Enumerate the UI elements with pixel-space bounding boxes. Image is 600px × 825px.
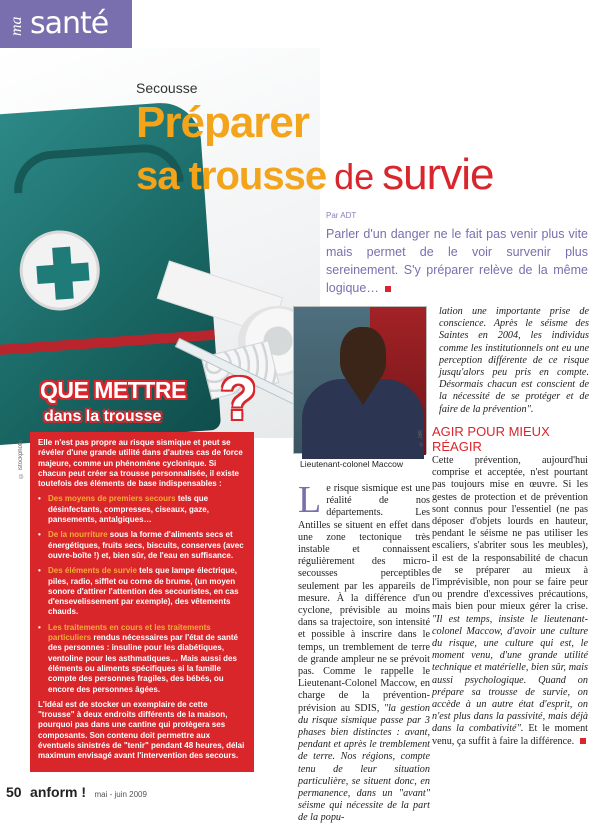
title-word-de: de [334,156,375,197]
photo-credit: © istockphoto [18,440,24,479]
body-column-3 [432,455,588,748]
sidebar-intro: Elle n'est pas propre au risque sismique et peut se révéler d'une grande utilité dans d'autres cas de force majeure, comme un phénomène cyclonique. Si chacun peut créer sa trousse personnalisée, il existe toutefois des éléments de base indispensables : [38,438,243,489]
end-mark [385,286,391,292]
list-item [38,566,246,617]
body-quote-3: "Il est temps, insiste le lieutenant-colonel Maccow, d'avoir une culture du risque, une culture qui est, le moment venu, d'une grande utilité technique et matérielle, bien sûr, mais aussi psychologique. Quand on prépare sa trousse de survie, on accède à un autre état d'esprit, on n'est plus dans la passivité, mais déjà dans la combativité". [432,613,588,735]
article-kicker: Secousse [136,80,198,96]
list-item-lead: Des moyens de premiers secours [48,494,176,504]
sidebar-list [38,494,246,694]
page-footer [6,784,147,802]
section-prefix: ma [8,16,25,36]
body-column-1 [298,479,430,825]
photo-caption: Lieutenant-colonel Maccow [300,459,404,469]
body-text-end: Et le moment venu, ça suffit à faire la différence. [432,723,588,747]
sidebar-title [30,365,257,438]
body-text-1: e risque sismique est une réalité de nos départements. Les Antilles se situent en effet dans une zone tectonique très instable et connaissent régulièrement des micro-secousses perceptibles seulement par les appareils de mesure. À la différence d'un cyclone, prévisible au moins dans sa trajectoire, son intensité et possible à inscrire dans le temps, un tremblement de terre de grande ampleur ne se prévoit pas. Comme le rappelle le Lieutenant-Colonel Maccow, en charge de la prévention-prévision au SDIS, [298,483,430,714]
issue-date: mai - juin 2009 [94,790,147,799]
title-line-1: Préparer [136,98,310,147]
sidebar-outro: L'idéal est de stocker un exemplaire de cette "trousse" à deux endroits différents de la maison, pourquoi pas dans une cantine qui protègera ses composants. Son contenu doit permettre aux éventuels sinistrés de "tenir" pendant 48 heures, délai maximum envisagé avant l'intervention des secours. [38,699,245,761]
list-item-text: tels que désinfectants, compresses, ciseaux, gaze, pansements, antalgiques… [48,494,209,525]
byline: Par ADT [326,211,357,220]
list-item-lead: Des éléments de survie [48,566,137,576]
medical-cross-icon [17,228,102,313]
subheading: AGIR POUR MIEUX RÉAGIR [432,424,550,454]
sidebar-title-line-2: dans la trousse [44,408,162,425]
list-item-text: rendus nécessaires par l'état de santé des personnes : insuline pour les diabétiques, ventoline pour les asthmatiques… Mais aussi des éléments ou aliments spécifiques si la famille compte des personnes fragiles, des bébés, ou encore des personnes âgées. [48,633,238,694]
page-number: 50 [6,784,22,800]
question-mark: ? [220,365,257,432]
list-item [38,494,246,525]
title-word-trousse: sa trousse [136,154,327,198]
list-item [38,623,246,695]
list-item-lead: Les traitements en cours et les traitements particuliers [48,622,211,643]
lede-text: Parler d'un danger ne le fait pas venir plus vite mais permet de le voir survenir plus sereinement. S'y préparer relève de la même logique… [326,227,588,295]
list-item-text: sous la forme d'aliments secs et énergétiques, fruits secs, biscuits, conserves (avec ouvre-boîte !) et, bien sûr, de l'eau en suffisance. [48,530,244,560]
photo-credit-portrait: © JdR [418,430,424,447]
body-text-3: Cette prévention, aujourd'hui comprise et acceptée, n'est pourtant pas toujours mise en œuvre. Si les gestes de protection et de prévention sont connus pour l'essentiel (ne pas déposer d'objets lourds en hauteur, pendant le séisme ne pas utiliser les escaliers, s'abriter sous les meubles), il est de la responsabilité de chacun de se préparer au mieux à l'imprévisible, non pour se faire peur ou prendre d'excessives précautions, mais bien pour mieux gérer la crise. [432,455,588,613]
body-quote-2: lation une importante prise de conscience. Après le séisme des Saintes en 2004, les individus comme les institutionnels ont eu une perception différente de ce risque jusqu'alors peu pris en compte. Désormais chacun est conscient de la nécessité de se protéger et de faire de la prévention". [439,306,589,415]
body-column-2 [439,306,589,416]
list-item-text: tels que lampe électrique, piles, radio, sifflet ou corne de brume, (un moyen sonore d'attirer l'attention des secouristes, en cas d'ensevelissement par exemple), des vêtements chauds. [48,566,239,617]
body-quote-1: "la gestion du risque sismique passe par 3 phases bien distinctes : avant, pendant et après le tremblement de terre. Nos régions, compte tenu de leur situation particulière, se situent donc, en permanence, dans un "avant" séisme qui nécessite de la part de la popu- [298,702,430,824]
section-tag [0,0,132,48]
lede [326,225,588,297]
title-line-2 [136,150,494,199]
list-item [38,530,246,561]
section-name: santé [30,6,109,41]
end-mark [580,738,586,744]
list-item-lead: De la nourriture [48,530,108,540]
sidebar-title-line-1: QUE METTRE [40,377,186,403]
magazine-name: anform ! [30,784,87,800]
photo-head [340,327,386,385]
sidebar-box [30,432,254,772]
title-word-survie: survie [382,150,494,199]
drop-cap: L [298,479,322,521]
portrait-photo [293,306,427,454]
